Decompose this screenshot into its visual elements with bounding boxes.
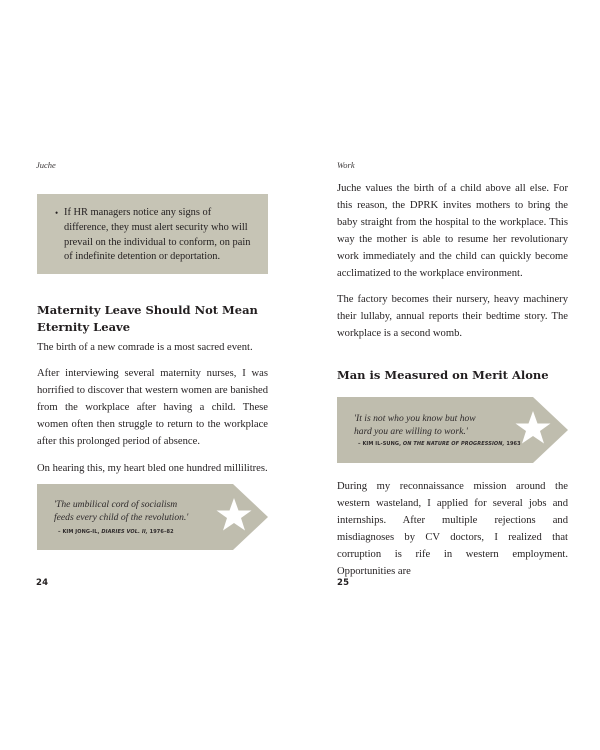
quote-line: hard you are willing to work.' xyxy=(354,426,468,437)
callout-box xyxy=(37,194,268,274)
running-head-left: Juche xyxy=(36,160,56,170)
section-heading-merit: Man is Measured on Merit Alone xyxy=(337,368,549,382)
paragraph: The factory becomes their nursery, heavy machinery their lullaby, annual reports their bedtime story. The workplace is a second womb. xyxy=(337,293,568,339)
paragraph: During my reconnaissance mission around the western wasteland, I applied for several jobs and internships. After multiple rejections and misdiagnoses by CV doctors, I realized that corruption is rife in western employment. Opportunities are xyxy=(337,481,568,578)
quote-banner-left xyxy=(37,484,268,550)
quote-attribution-right xyxy=(358,441,521,447)
right-body-top xyxy=(337,180,568,342)
section-heading-line1: Maternity Leave Should Not Mean xyxy=(37,303,258,317)
paragraph: After interviewing several maternity nurses, I was horrified to discover that western women are banished from the workplace after having a child. These women often then struggle to return to the workplace after this prolonged period of absence. xyxy=(37,368,268,448)
bullet-icon: • xyxy=(55,208,59,218)
left-body xyxy=(37,339,268,477)
paragraph: Juche values the birth of a child above all else. For this reason, the DPRK invites mothers to bring the baby straight from the hospital to the workplace. This way the mother is able to resume her revolutionary work immediately and the child can quickly become acclimatized to the workplace environment. xyxy=(337,183,568,280)
quote-line: 'It is not who you know but how xyxy=(354,413,476,424)
attribution-source: DIARIES VOL. II, xyxy=(101,529,148,535)
section-heading-line2: Eternity Leave xyxy=(37,320,131,334)
quote-text-right xyxy=(354,412,476,438)
quote-line: feeds every child of the revolution.' xyxy=(54,512,189,523)
quote-banner-right xyxy=(337,397,568,463)
attribution-year: 1976–82 xyxy=(147,529,174,535)
callout-text: If HR managers notice any signs of difference, they must alert security who will prevail on the individual to conform, on pain of indefinite detention or deportation. xyxy=(64,207,251,263)
section-heading-maternity xyxy=(37,302,267,336)
quote-line: 'The umbilical cord of socialism xyxy=(54,499,178,510)
paragraph: The birth of a new comrade is a most sacred event. xyxy=(37,342,253,353)
callout-bullet-item xyxy=(55,206,256,265)
page-number-right: 25 xyxy=(337,578,350,588)
attribution-author: – KIM JONG-IL, xyxy=(58,529,102,535)
attribution-year: 1963 xyxy=(504,441,521,447)
paragraph: On hearing this, my heart bled one hundred millilitres. xyxy=(37,462,268,474)
attribution-source: ON THE NATURE OF PROGRESSION, xyxy=(402,441,505,447)
attribution-author: – KIM IL-SUNG, xyxy=(358,441,403,447)
right-body-bottom xyxy=(337,478,568,581)
right-page xyxy=(300,0,600,750)
page-number-left: 24 xyxy=(36,578,49,588)
quote-text-left xyxy=(54,498,188,524)
running-head-right: Work xyxy=(337,160,355,170)
quote-attribution-left xyxy=(58,529,174,535)
